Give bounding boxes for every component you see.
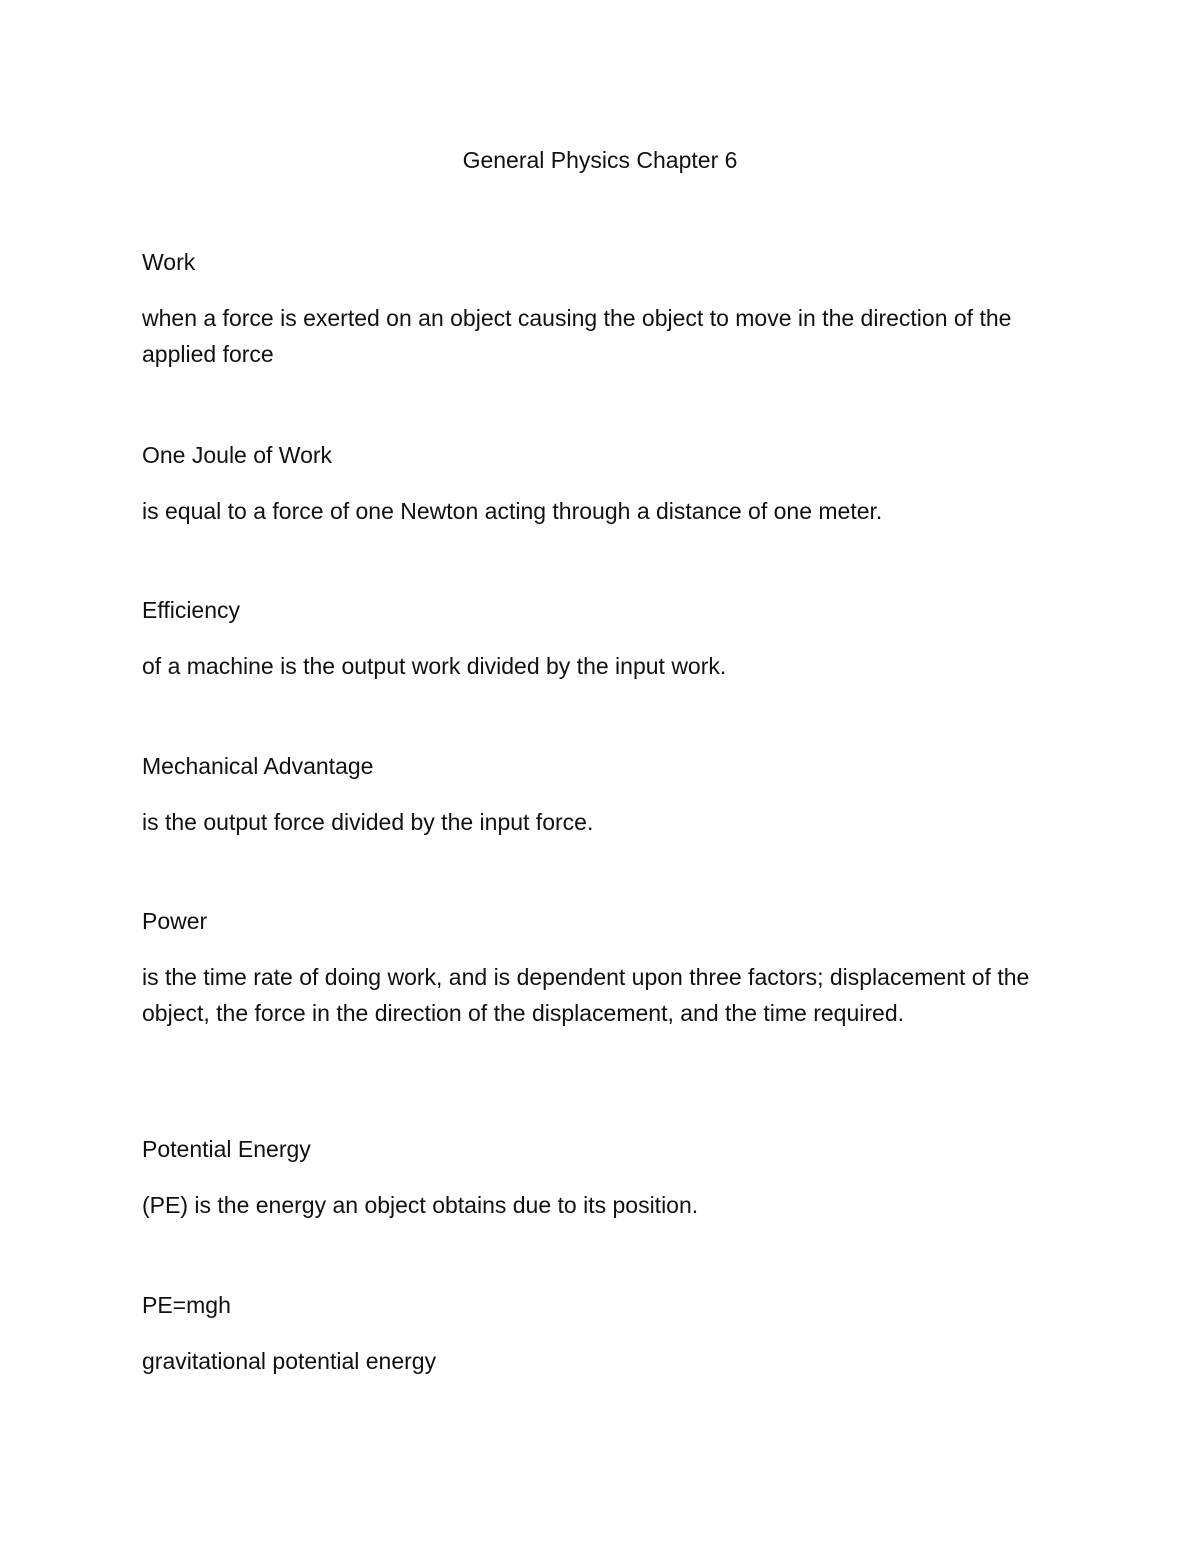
term: Work xyxy=(142,249,196,275)
term: Mechanical Advantage xyxy=(142,753,374,779)
term: Potential Energy xyxy=(142,1136,311,1162)
entry-efficiency xyxy=(142,595,1072,684)
entry-work xyxy=(142,247,1072,372)
definition: of a machine is the output work divided by the input work. xyxy=(142,653,727,679)
definition: is equal to a force of one Newton acting through a distance of one meter. xyxy=(142,498,883,524)
definition: when a force is exerted on an object causing the object to move in the direction of the applied force xyxy=(142,305,1012,367)
term: Power xyxy=(142,908,208,934)
term: One Joule of Work xyxy=(142,442,333,468)
term: PE=mgh xyxy=(142,1292,231,1318)
term: Efficiency xyxy=(142,597,241,623)
definition: (PE) is the energy an object obtains due to its position. xyxy=(142,1192,699,1218)
definition: is the time rate of doing work, and is dependent upon three factors; displacement of the object, the force in the direction of the displacement, and the time required. xyxy=(142,964,1030,1026)
entry-power xyxy=(142,906,1072,1031)
entry-mechanical-advantage xyxy=(142,751,1072,840)
document-title: General Physics Chapter 6 xyxy=(462,147,738,173)
definition: is the output force divided by the input force. xyxy=(142,809,594,835)
entry-one-joule-of-work xyxy=(142,440,1072,529)
definition: gravitational potential energy xyxy=(142,1348,437,1374)
entry-potential-energy xyxy=(142,1134,1072,1223)
entry-pe-mgh xyxy=(142,1290,1072,1379)
